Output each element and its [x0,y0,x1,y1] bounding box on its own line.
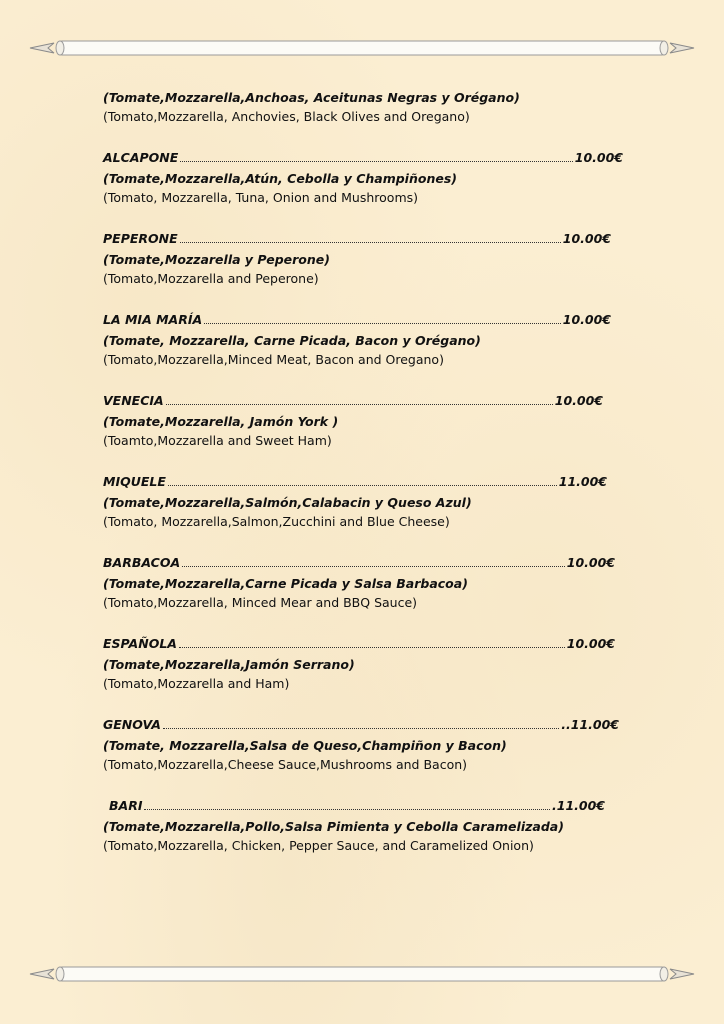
menu-item-alcapone [103,150,623,207]
scroll-border-top [28,37,696,59]
menu-list [103,88,623,855]
ingredients-es: (Tomate,Mozzarella,Jamón Serrano) [103,657,355,672]
ingredients-es: (Tomate,Mozzarella,Pollo,Salsa Pimienta y Cebolla Caramelizada) [103,819,564,834]
item-name: ALCAPONE [103,150,179,165]
item-name: LA MIA MARÍA [103,312,203,327]
ingredients-es: (Tomate,Mozzarella,Salmón,Calabacin y Queso Azul) [103,495,472,510]
ingredients-en: (Toamto,Mozzarella and Sweet Ham) [103,433,332,448]
dot-leader [166,404,553,405]
item-price: 11.00€ [558,474,607,489]
menu-item-venecia [103,393,603,450]
dot-leader [179,647,565,648]
menu-item-peperone [103,231,611,288]
ingredients-en: (Tomato,Mozzarella, Chicken, Pepper Sauce, and Caramelized Onion) [103,838,534,853]
intro-item [103,88,623,126]
menu-item-bari [103,798,605,855]
item-name: BARBACOA [103,555,181,570]
dot-leader [168,485,557,486]
ingredients-en: (Tomato,Mozzarella and Ham) [103,676,290,691]
item-name: MIQUELE [103,474,166,489]
item-name: ESPAÑOLA [103,636,177,651]
ingredients-en: (Tomato,Mozzarella and Peperone) [103,271,319,286]
item-price: ..11.00€ [561,717,619,732]
item-price: 10.00€ [566,636,615,651]
dot-leader [204,323,561,324]
item-name: BARI [109,798,143,813]
ingredients-en: (Tomato,Mozzarella, Minced Mear and BBQ Sauce) [103,595,418,610]
item-price: 10.00€ [574,150,623,165]
item-price: .11.00€ [552,798,605,813]
dot-leader [144,809,550,810]
ingredients-en: (Tomato,Mozzarella,Cheese Sauce,Mushrooms and Bacon) [103,757,468,772]
menu-item-barbacoa [103,555,615,612]
ingredients-es: (Tomate, Mozzarella,Salsa de Queso,Champiñon y Bacon) [103,738,507,753]
item-name: GENOVA [103,717,161,732]
ingredients-es: (Tomate,Mozzarella,Anchoas, Aceitunas Negras y Orégano) [103,90,520,105]
ingredients-es: (Tomate,Mozzarella, Jamón York ) [103,414,339,429]
menu-item-genova [103,717,619,774]
dot-leader [163,728,559,729]
menu-item-la-mia-maria [103,312,611,369]
item-price: 10.00€ [562,231,611,246]
ingredients-es: (Tomate, Mozzarella, Carne Picada, Bacon y Orégano) [103,333,481,348]
ingredients-en: (Tomato,Mozzarella, Anchovies, Black Olives and Oregano) [103,109,470,124]
menu-item-espanola [103,636,615,693]
ingredients-es: (Tomate,Mozzarella,Atún, Cebolla y Champiñones) [103,171,457,186]
item-price: 10.00€ [566,555,615,570]
dot-leader [182,566,565,567]
ingredients-es: (Tomate,Mozzarella y Peperone) [103,252,330,267]
item-price: 10.00€ [554,393,603,408]
ingredients-en: (Tomato,Mozzarella,Minced Meat, Bacon and Oregano) [103,352,444,367]
item-price: 10.00€ [562,312,611,327]
ingredients-en: (Tomato, Mozzarella, Tuna, Onion and Mushrooms) [103,190,419,205]
scroll-border-bottom [28,963,696,985]
ingredients-es: (Tomate,Mozzarella,Carne Picada y Salsa Barbacoa) [103,576,468,591]
menu-item-miquele [103,474,607,531]
dot-leader [180,161,572,162]
item-name: VENECIA [103,393,164,408]
dot-leader [180,242,561,243]
ingredients-en: (Tomato, Mozzarella,Salmon,Zucchini and Blue Cheese) [103,514,450,529]
item-name: PEPERONE [103,231,178,246]
